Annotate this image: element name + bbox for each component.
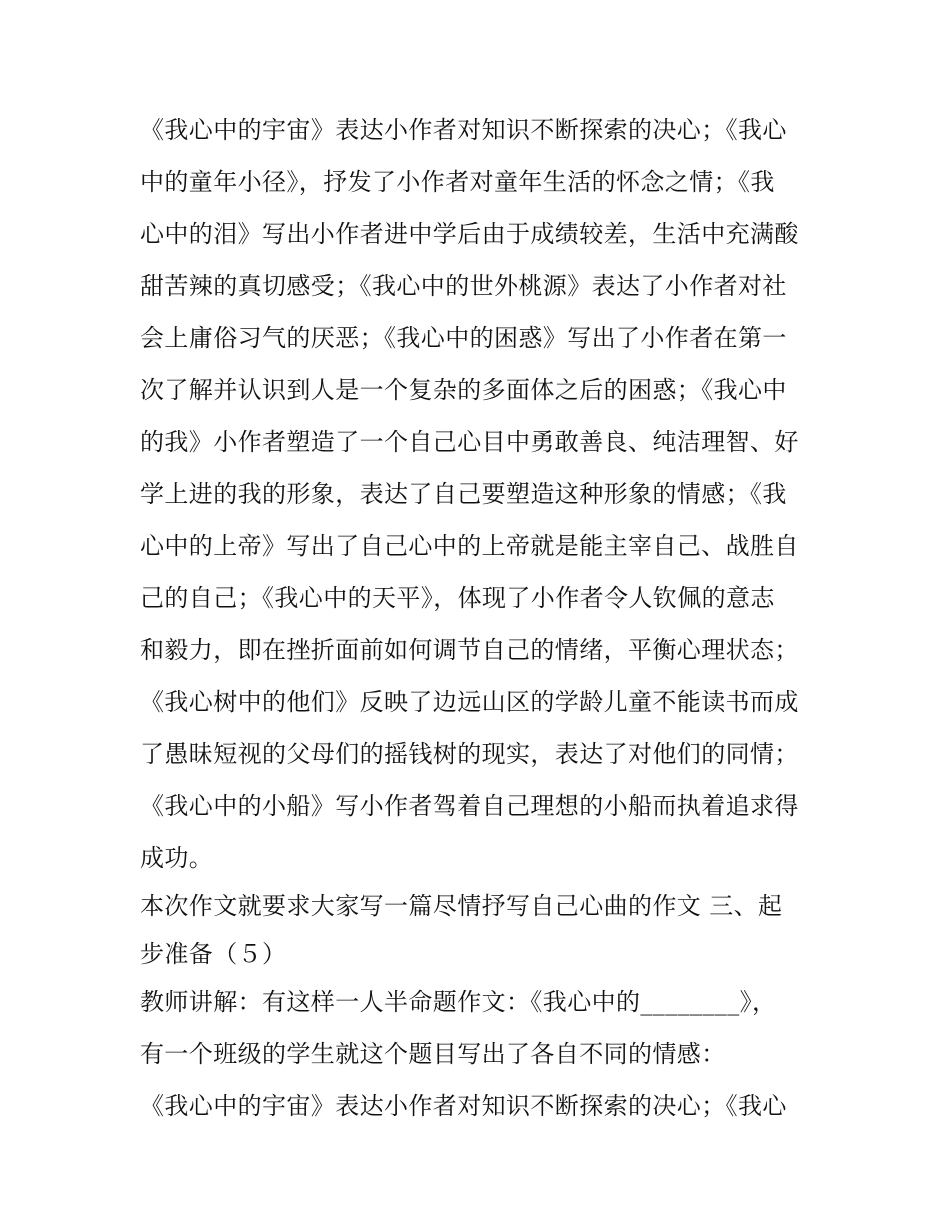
text-line: 和毅力，即在挫折面前如何调节自己的情绪，平衡心理状态；	[140, 636, 799, 664]
text-line: 会上庸俗习气的厌恶；《我心中的困惑》写出了小作者在第一	[140, 324, 787, 352]
text-line: 的我》小作者塑造了一个自己心目中勇敢善良、纯洁理智、好	[140, 428, 799, 456]
text-line: 心中的泪》写出小作者进中学后由于成绩较差，生活中充满酸	[140, 220, 799, 248]
text-line: 了愚昧短视的父母们的摇钱树的现实，表达了对他们的同情；	[140, 740, 799, 768]
text-line: 《我心中的宇宙》表达小作者对知识不断探索的决心；《我心	[140, 116, 787, 144]
text-line: 中的童年小径》，抒发了小作者对童年生活的怀念之情；《我	[140, 168, 775, 196]
text-line: 学上进的我的形象，表达了自己要塑造这种形象的情感；《我	[140, 480, 787, 508]
text-line: 步准备（５）	[140, 940, 287, 968]
text-line: 己的自己；《我心中的天平》，体现了小作者令人钦佩的意志	[140, 584, 775, 612]
text-line: 《我心树中的他们》反映了边远山区的学龄儿童不能读书而成	[140, 688, 799, 716]
text-line: 本次作文就要求大家写一篇尽情抒写自己心曲的作文 三、起	[140, 892, 783, 920]
text-line: 成功。	[140, 844, 214, 872]
text-line: 甜苦辣的真切感受；《我心中的世外桃源》表达了小作者对社	[140, 272, 787, 300]
text-line: 《我心中的宇宙》表达小作者对知识不断探索的决心；《我心	[140, 1092, 787, 1120]
text-line: 《我心中的小船》写小作者驾着自己理想的小船而执着追求得	[140, 792, 799, 820]
text-line: 次了解并认识到人是一个复杂的多面体之后的困惑；《我心中	[140, 376, 787, 404]
text-line: 教师讲解：有这样一人半命题作文：《我心中的________》，	[140, 988, 777, 1016]
text-line: 有一个班级的学生就这个题目写出了各自不同的情感：	[140, 1040, 726, 1068]
text-line: 心中的上帝》写出了自己心中的上帝就是能主宰自己、战胜自	[140, 532, 799, 560]
